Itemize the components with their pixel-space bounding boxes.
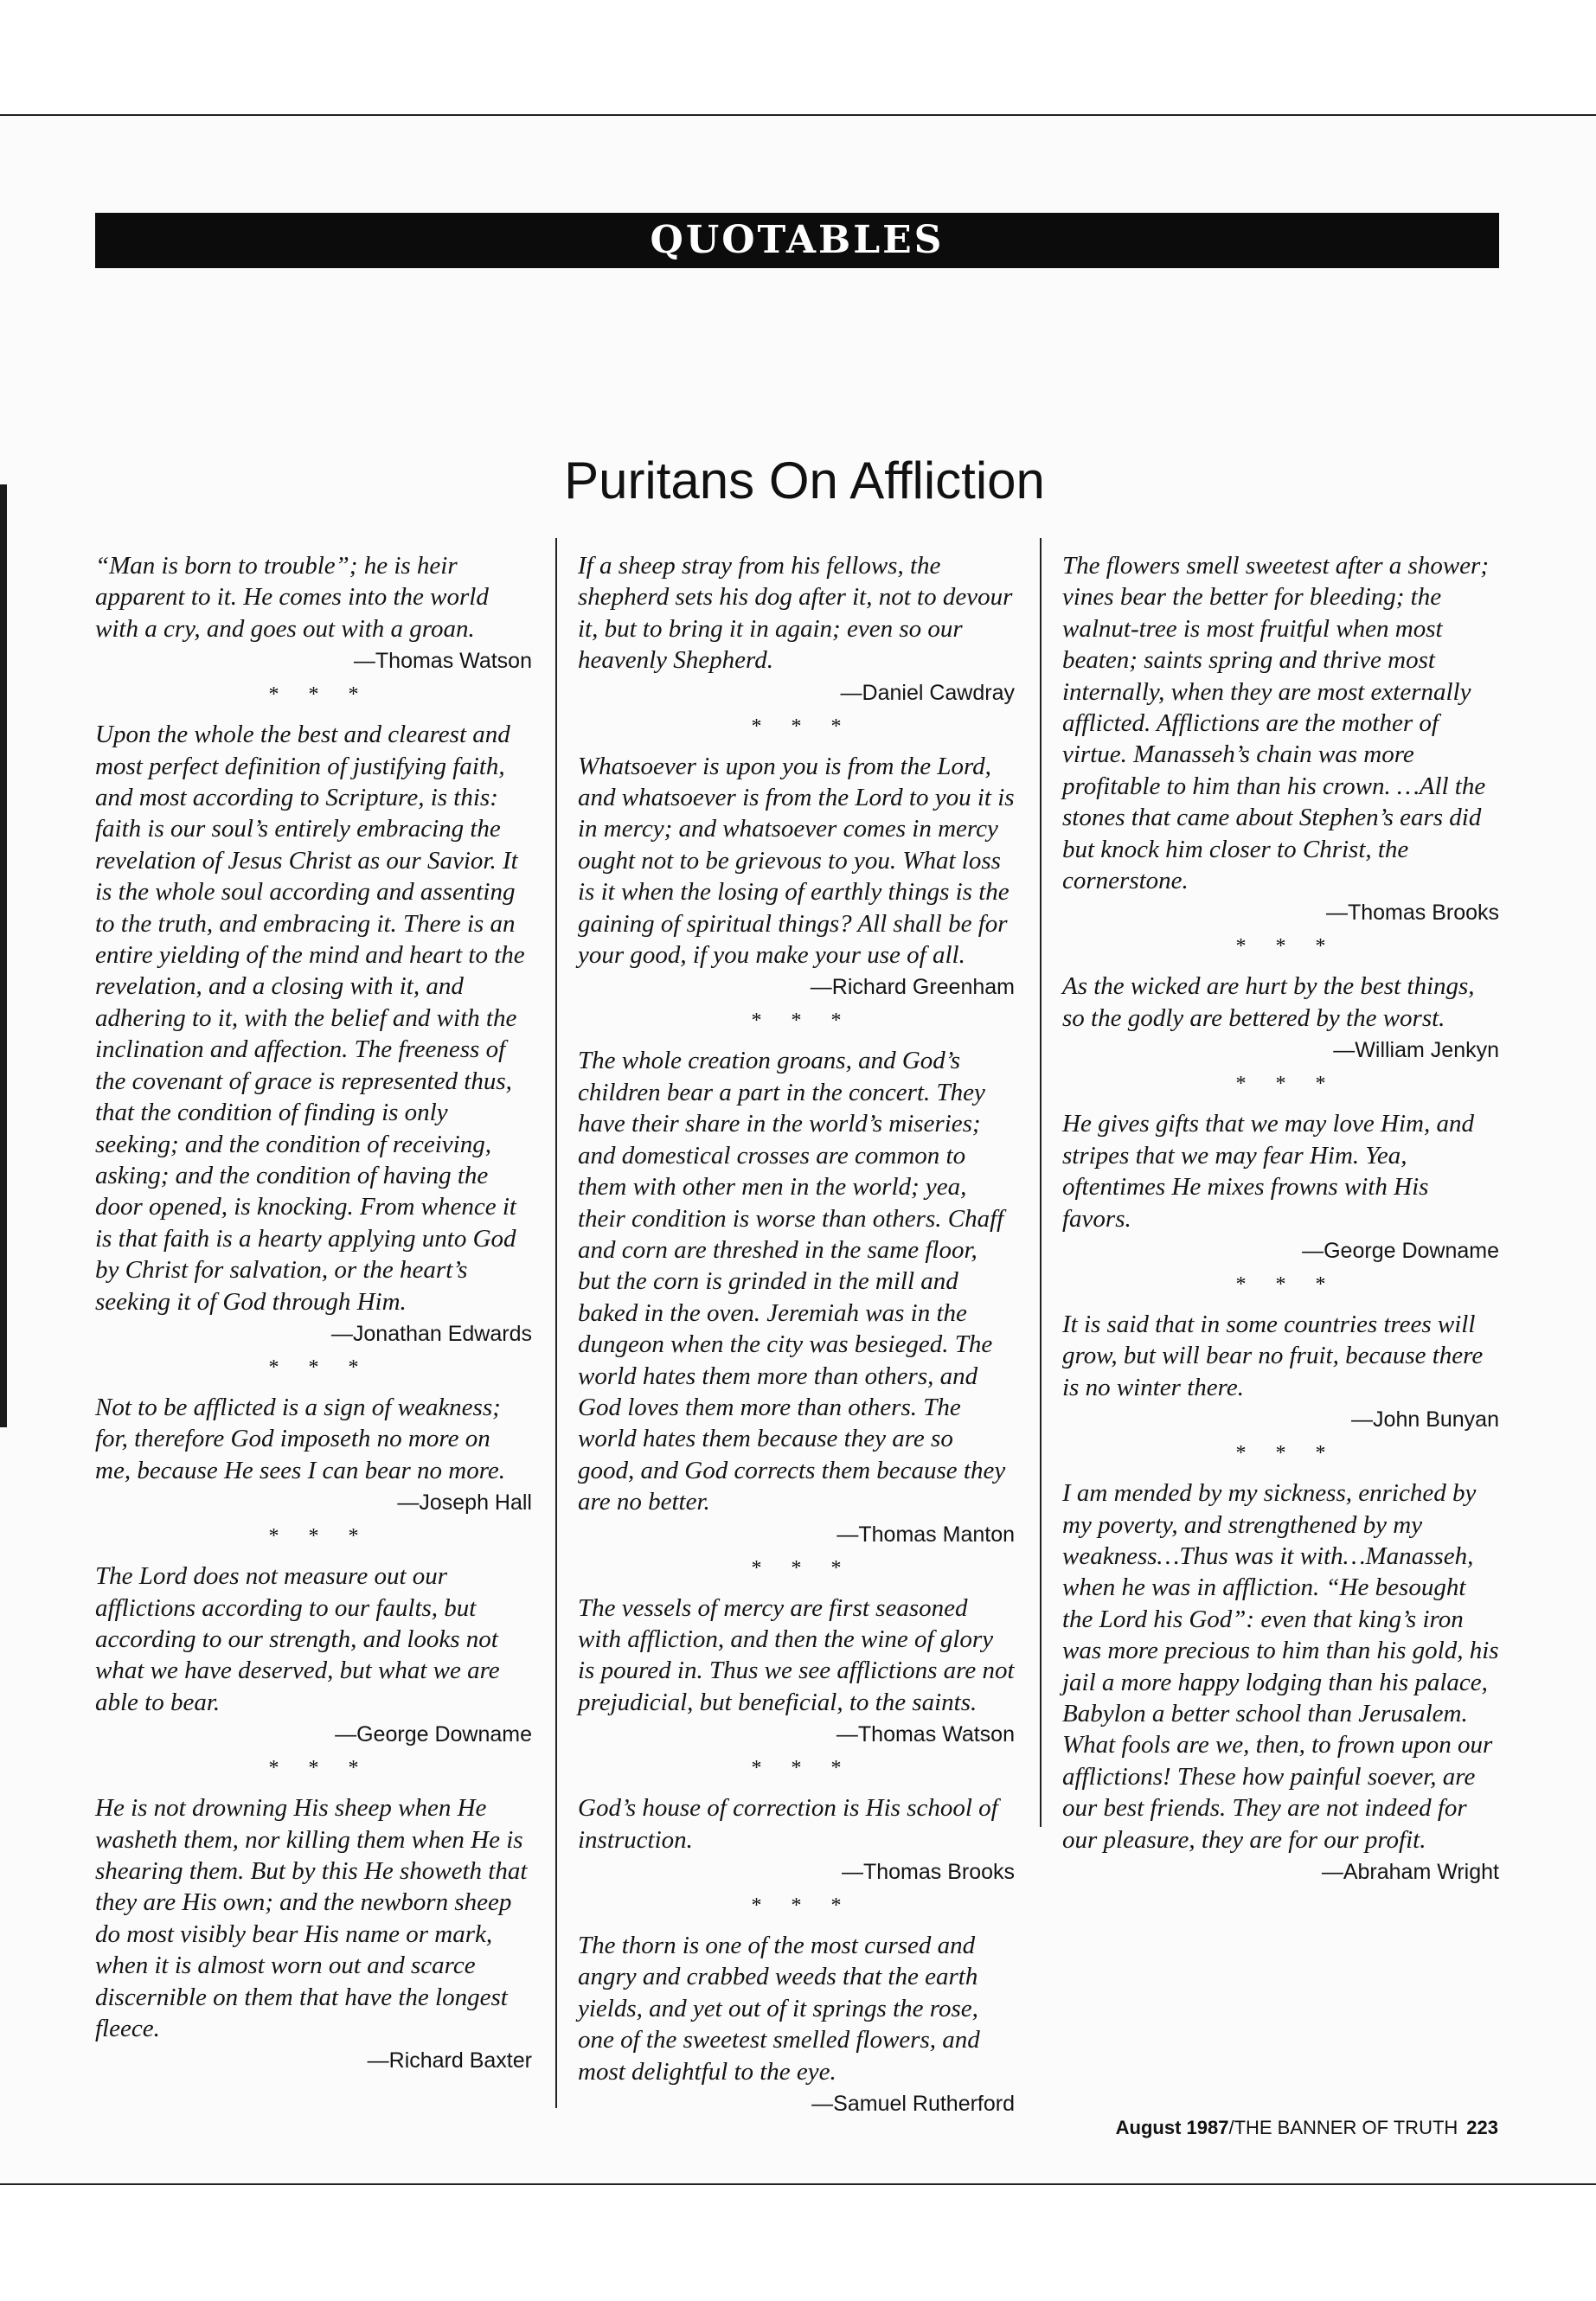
quote-text: “Man is born to trouble”; he is heir apparent to it. He comes into the world with a cry, and goes out with a groan. xyxy=(95,552,489,643)
quote-text: The thorn is one of the most cursed and angry and crabbed weeds that the earth yields, and yet out of it springs the rose, one of the sweetest smelled flowers, and most delightful to the eye. xyxy=(578,1932,980,2086)
separator-stars: * * * xyxy=(751,1757,854,1780)
quote-block xyxy=(95,1561,532,1749)
separator-stars: * * * xyxy=(1235,1073,1338,1096)
quote-author: —William Jenkyn xyxy=(1333,1038,1499,1063)
footer-magazine-name: /THE BANNER OF TRUTH xyxy=(1228,2117,1458,2138)
separator-stars: * * * xyxy=(1235,1272,1338,1296)
quote-block xyxy=(578,1593,1015,1750)
separator-stars: * * * xyxy=(268,1757,371,1780)
quote-author: —Thomas Manton xyxy=(836,1522,1015,1547)
separator-stars: * * * xyxy=(1235,935,1338,958)
quote-text: I am mended by my sickness, enriched by my poverty, and strengthened by my weakness…Thus was it with…Manasseh, when he was in affliction. “He besought the Lord his God”: even that king’s iron was more precious to him than his gold, his jail a more happy lodging than his palace, Babylon a better school than Jerusalem. What fools are we, then, to frown upon our afflictions! These how painful soever, are our best friends. They are not indeed for our pleasure, they are for our profit. xyxy=(1062,1479,1499,1854)
quote-text: He is not drowning His sheep when He washeth them, nor killing them when He is shearing them. But by this He showeth that they are His own; and the newborn sheep do most visibly bear His name or mark, when it is almost worn out and scarce discernible on them that have the longest fleece. xyxy=(95,1794,528,2043)
quote-column-right xyxy=(1062,550,1499,1887)
quote-author: —Samuel Rutherford xyxy=(811,2092,1015,2117)
column-divider xyxy=(555,538,557,2108)
separator-stars: * * * xyxy=(268,1525,371,1548)
quote-text: Whatsoever is upon you is from the Lord, and whatsoever is from the Lord to you it is in mercy; and whatsoever comes in mercy ought not to be grievous to you. What loss is it when the losing of earthly things is the gaining of spiritual things? All shall be for your good, if you make your use of all. xyxy=(578,752,1015,970)
quote-author: —Richard Greenham xyxy=(810,975,1015,1000)
column-divider xyxy=(1040,538,1042,1827)
quote-author: —George Downame xyxy=(335,1722,532,1747)
quote-block xyxy=(1062,971,1499,1065)
quote-text: It is said that in some countries trees will grow, but will bear no fruit, because there is no winter there. xyxy=(1062,1310,1484,1401)
quote-author: —Thomas Brooks xyxy=(1325,901,1499,926)
quote-author: —Thomas Brooks xyxy=(841,1860,1015,1884)
separator-stars: * * * xyxy=(751,1894,854,1917)
separator-stars: * * * xyxy=(1235,1442,1338,1465)
quote-block xyxy=(578,1045,1015,1548)
quote-block xyxy=(1062,1309,1499,1434)
separator-stars: * * * xyxy=(751,715,854,738)
quote-text: Not to be afflicted is a sign of weakness; for, therefore God imposeth no more on me, because He sees I can bear no more. xyxy=(95,1393,506,1484)
quote-block xyxy=(95,1392,532,1517)
quote-block xyxy=(95,1792,532,2075)
page-title: Puritans On Affliction xyxy=(564,452,1045,510)
quote-block xyxy=(1062,550,1499,927)
quote-text: The flowers smell sweetest after a shower; vines bear the better for bleeding; the walnut-tree is most fruitful when most beaten; saints spring and thrive most internally, when they are most externally afflicted. Afflictions are the mother of virtue. Manasseh’s chain was more profitable to him than his crown. …All the stones that came about Stephen’s ears did but knock him closer to Christ, the cornerstone. xyxy=(1062,552,1489,895)
separator-stars: * * * xyxy=(751,1556,854,1580)
binding-edge xyxy=(0,484,7,1427)
quote-author: —Jonathan Edwards xyxy=(330,1321,532,1346)
quote-author: —Joseph Hall xyxy=(397,1490,532,1516)
quote-text: As the wicked are hurt by the best things, so the godly are bettered by the worst. xyxy=(1062,972,1475,1032)
quote-block xyxy=(1062,1477,1499,1887)
quote-text: God’s house of correction is His school of instruction. xyxy=(578,1794,998,1854)
quote-block xyxy=(578,1792,1015,1887)
page-footer xyxy=(1116,2116,1498,2140)
quote-author: —John Bunyan xyxy=(1351,1407,1499,1433)
quote-block xyxy=(1062,1108,1499,1266)
quote-block xyxy=(95,719,532,1349)
separator-stars: * * * xyxy=(268,1356,371,1379)
quote-block xyxy=(578,1930,1015,2118)
quote-author: —Richard Baxter xyxy=(367,2048,532,2073)
section-banner: QUOTABLES xyxy=(95,213,1499,268)
quote-author: —Thomas Watson xyxy=(353,649,532,674)
quote-text: If a sheep stray from his fellows, the shepherd sets his dog after it, not to devour it, but to bring it in again; even so our heavenly Shepherd. xyxy=(578,552,1013,675)
quote-text: Upon the whole the best and clearest and most perfect definition of justifying faith, and most according to Scripture, is this: faith is our soul’s entirely embracing the revelation of Jesus Christ as our Savior. It is the whole soul according and assenting to the truth, and embracing it. There is an entire yielding of the mind and heart to the revelation, and a closing with it, and adhering to it, with the belief and with the inclination and affection. The freeness of the covenant of grace is represented thus, that the condition of finding is only seeking; and the condition of receiving, asking; and the condition of having the door opened, is knocking. From whence it is that faith is a hearty applying unto God by Christ for salvation, or the heart’s seeking it of God through Him. xyxy=(95,721,525,1316)
quote-author: —Abraham Wright xyxy=(1321,1860,1499,1884)
separator-stars: * * * xyxy=(751,1009,854,1033)
quote-column-left xyxy=(95,550,532,2075)
quote-author: —George Downame xyxy=(1302,1238,1499,1263)
quote-column-middle xyxy=(578,550,1015,2118)
footer-issue-date: August 1987 xyxy=(1115,2117,1229,2138)
quote-block xyxy=(578,751,1015,1003)
footer-page-number: 223 xyxy=(1466,2117,1498,2138)
quote-text: The whole creation groans, and God’s children bear a part in the concert. They have their share in the world’s miseries; and domestical crosses are common to them with other men in the world; yea, their condition is worse than others. Chaff and corn are threshed in the same floor, but the corn is grinded in the mill and baked in the oven. Jeremiah was in the dungeon when the city was besieged. The world hates them more than others, and God loves them more than others. The world hates them because they are so good, and God corrects them because they are no better. xyxy=(578,1047,1006,1516)
quote-text: The vessels of mercy are first seasoned with affliction, and then the wine of glory is poured in. Thus we see afflictions are not prejudicial, but beneficial, to the saints. xyxy=(578,1593,1015,1716)
quote-text: He gives gifts that we may love Him, and stripes that we may fear Him. Yea, oftentimes He mixes frowns with His favors. xyxy=(1062,1110,1474,1233)
quote-block xyxy=(95,550,532,676)
quote-text: The Lord does not measure out our afflictions according to our faults, but according to our strength, and looks not what we have deserved, but what we are able to bear. xyxy=(95,1562,500,1716)
quote-block xyxy=(578,550,1015,708)
quote-author: —Thomas Watson xyxy=(836,1722,1015,1747)
quote-author: —Daniel Cawdray xyxy=(840,680,1015,705)
separator-stars: * * * xyxy=(268,683,371,707)
